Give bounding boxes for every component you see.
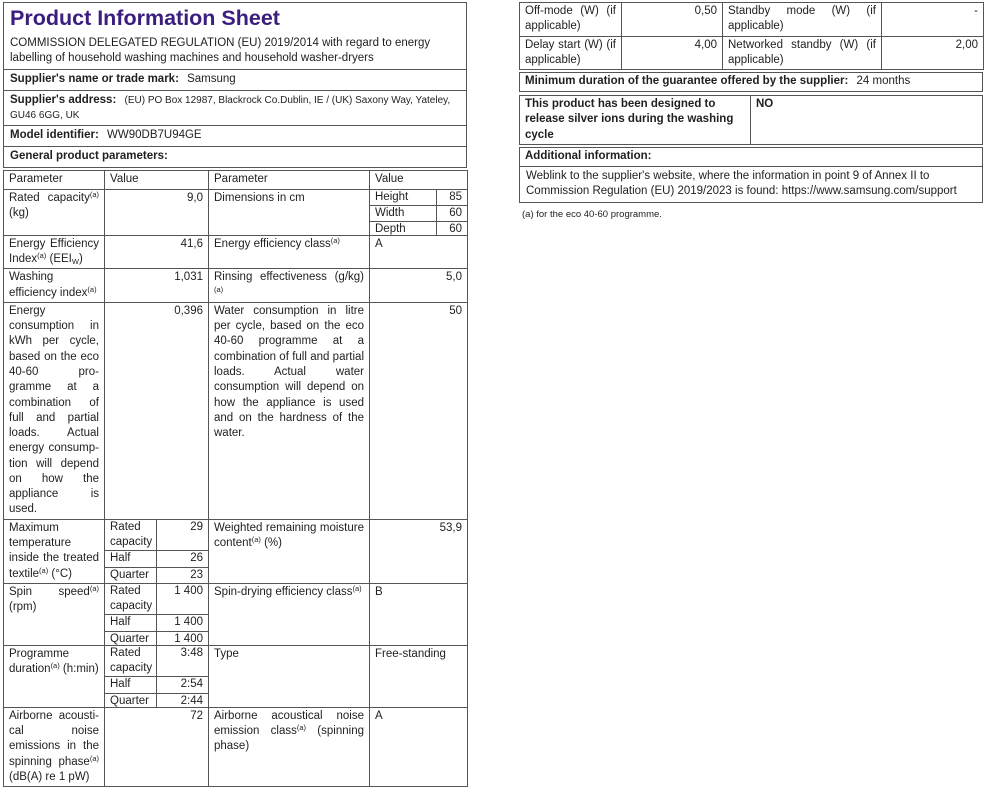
- table-row-airborne-noise: [4, 707, 468, 786]
- product-sheet-left-column: [3, 2, 467, 787]
- sub-row: [105, 551, 208, 567]
- value-cell: B: [370, 583, 468, 645]
- parameter-cell: Rated capacity$^{(a)}$ (kg): [4, 189, 105, 235]
- model-identifier-label: Model identifier:: [10, 129, 99, 142]
- supplier-address-value: (EU) PO Box 12987, Blackrock Co.Dublin, IE / (UK) Saxony Way, Yateley, GU46 6GG, UK: [10, 94, 451, 122]
- sub-row: [105, 646, 208, 677]
- sub-label-cell: Half: [105, 551, 156, 567]
- column-header-parameter-1: Parameter: [4, 171, 105, 189]
- sub-label-cell: Half: [105, 677, 156, 693]
- sub-row: [105, 567, 208, 583]
- guarantee-cell: [520, 73, 983, 92]
- sub-value-cell: 29: [156, 520, 208, 551]
- sub-label-cell: Width: [370, 205, 436, 221]
- value-cell: 41,6: [105, 235, 209, 269]
- weblink-row: [520, 166, 983, 202]
- guarantee-label: Minimum duration of the guarantee offered by the supplier:: [525, 75, 849, 88]
- column-header-value-1: Value: [105, 171, 209, 189]
- silver-ions-table: [519, 95, 983, 145]
- value-cell: 1,031: [105, 269, 209, 303]
- value-cell: 2,00: [882, 36, 984, 70]
- guarantee-table: [519, 72, 983, 92]
- sub-label-cell: Rated capacity: [105, 584, 156, 615]
- model-identifier-row: [4, 126, 467, 147]
- spin-speed-sub-table-cell: [105, 583, 209, 645]
- value-cell: 5,0: [370, 269, 468, 303]
- parameter-cell: Off-mode (W) (if applicable): [520, 3, 622, 37]
- sub-label-cell: Quarter: [105, 693, 156, 707]
- table-row-rated-capacity: [4, 189, 468, 235]
- value-cell: 72: [105, 707, 209, 786]
- duration-sub-table: [105, 646, 208, 708]
- silver-ions-label: This product has been designed to release silver ions during the washing cycle: [520, 96, 751, 145]
- additional-info-label: Additional information:: [520, 147, 983, 166]
- supplier-name-row: [4, 69, 467, 90]
- title-block: [4, 3, 467, 70]
- dimensions-sub-table: [370, 190, 467, 236]
- temperature-sub-table: [105, 520, 208, 584]
- supplier-address-label: Supplier's address:: [10, 93, 117, 106]
- general-parameters-table: [3, 170, 468, 787]
- sub-row: [105, 693, 208, 707]
- value-cell: 4,00: [622, 36, 723, 70]
- sub-value-cell: 1 400: [156, 615, 208, 631]
- supplier-address-row: [4, 90, 467, 126]
- footnote-text: (a) for the eco 40-60 programme.: [522, 208, 662, 220]
- sub-value-cell: 60: [449, 223, 462, 236]
- sub-row: [105, 520, 208, 551]
- spin-speed-sub-table: [105, 584, 208, 646]
- model-identifier-value: WW90DB7U94GE: [107, 129, 202, 142]
- sub-value-cell: 85: [436, 190, 467, 206]
- guarantee-row: [520, 73, 983, 92]
- additional-info-heading-row: [520, 147, 983, 166]
- sub-label-cell: Quarter: [105, 631, 156, 645]
- sub-row: [105, 584, 208, 615]
- value-cell: A: [370, 707, 468, 786]
- silver-ions-value: NO: [751, 96, 983, 145]
- sub-value-cell: 1 400: [156, 584, 208, 615]
- dimensions-sub-table-cell: [370, 189, 468, 235]
- weblink-text: Weblink to the supplier's website, where the information in point 9 of Annex II to Commission Regulation (EU) 2019/2023 is found: https://www.samsung.com/support: [520, 166, 983, 202]
- value-cell: 0,50: [622, 3, 723, 37]
- sub-label-cell: Half: [105, 615, 156, 631]
- sub-row: [105, 677, 208, 693]
- page-title: Product Information Sheet: [10, 6, 280, 30]
- value-cell: -: [882, 3, 984, 37]
- parameter-cell: Maximum temperature inside the treated textile$^{(a)}$ (°C): [4, 519, 105, 583]
- value-cell: Free-standing: [370, 645, 468, 707]
- parameter-cell: Airborne acoustical noise emissions in the spinning phase$^{(a)}$ (dB(A) re 1 pW): [4, 707, 105, 786]
- column-header-parameter-2: Parameter: [209, 171, 370, 189]
- sub-row: [370, 190, 467, 206]
- table-row-eei: [4, 235, 468, 269]
- parameter-cell: Programme duration$^{(a)}$ (h:min): [4, 645, 105, 707]
- product-sheet-right-column: [519, 2, 983, 221]
- silver-ions-row: [520, 96, 983, 145]
- sub-value-cell: 60: [436, 205, 467, 221]
- parameter-cell: Water consumption in litre per cycle, based on the eco 40-60 programme at a combination of full and partial loads. Actual water consumption will depend on how the appliance is used and on the hardness of the water.: [209, 302, 370, 519]
- value-cell: 50: [370, 302, 468, 519]
- supplier-name-label: Supplier's name or trade mark:: [10, 72, 179, 85]
- parameter-cell: Standby mode (W) (if applicable): [723, 3, 882, 37]
- column-header-value-2: Value: [370, 171, 468, 189]
- parameter-cell: Rinsing effectiveness $(g/kg)^{(a)}$: [209, 269, 370, 303]
- table-row-max-temperature: [4, 519, 468, 583]
- sub-value-cell: 3:48: [156, 646, 208, 677]
- sub-value-cell: 26: [156, 551, 208, 567]
- value-cell: 0,396: [105, 302, 209, 519]
- parameter-cell: Type: [209, 645, 370, 707]
- parameter-cell: Networked standby (W) (if applicable): [723, 36, 882, 70]
- table-row-spin-speed: [4, 583, 468, 645]
- parameter-cell: Energy Efficiency Index$^{(a)}$ $(EEI_W)$: [4, 235, 105, 269]
- general-parameters-heading: General product parameters:: [4, 147, 467, 168]
- parameter-cell: Weighted remaining moisture content$^{(a)}$ (%): [209, 519, 370, 583]
- parameter-cell: Energy efficiency class$^{(a)}$: [209, 235, 370, 269]
- parameter-cell: Delay start (W) (if applicable): [520, 36, 622, 70]
- table-row-washing-efficiency: [4, 269, 468, 303]
- sub-row: [370, 205, 467, 221]
- sub-row: [105, 615, 208, 631]
- parameter-cell: Airborne acoustical noise emission class$^{(a)}$ (spinning phase): [209, 707, 370, 786]
- sub-row: [105, 631, 208, 645]
- supplier-name-value: Samsung: [187, 72, 236, 85]
- sub-label-cell: Rated capacity: [105, 646, 156, 677]
- header-table: [3, 2, 467, 168]
- regulation-text: COMMISSION DELEGATED REGULATION (EU) 2019/2014 with regard to energy labelling of household washing machines and household washer-dryers: [10, 36, 431, 64]
- sub-label-cell: Quarter: [105, 567, 156, 583]
- table-row-delay-start: [520, 36, 984, 70]
- power-modes-table: [519, 2, 984, 70]
- parameter-cell: Washing efficiency index$^{(a)}$: [4, 269, 105, 303]
- sub-value-cell: 2:54: [156, 677, 208, 693]
- temperature-sub-table-cell: [105, 519, 209, 583]
- parameter-cell: Spin-drying efficiency class$^{(a)}$: [209, 583, 370, 645]
- sub-value-cell: 23: [190, 568, 203, 581]
- parameter-cell: Energy consumption in kWh per cycle, based on the eco 40-60 programme at a combination of full and partial loads. Actual energy consumption will depend on how the appliance is used.: [4, 302, 105, 519]
- guarantee-value: 24 months: [856, 75, 911, 88]
- value-cell: 9,0: [105, 189, 209, 235]
- sub-row: [370, 222, 467, 235]
- parameter-cell: Spin speed$^{(a)}$ (rpm): [4, 583, 105, 645]
- column-header-row: [4, 171, 468, 189]
- additional-info-table: [519, 147, 983, 203]
- sub-value-cell: 1 400: [174, 632, 203, 645]
- table-row-programme-duration: [4, 645, 468, 707]
- table-row-energy-consumption: [4, 302, 468, 519]
- parameter-cell: Dimensions in cm: [209, 189, 370, 235]
- duration-sub-table-cell: [105, 645, 209, 707]
- sub-label-cell: Depth: [370, 222, 436, 235]
- value-cell: A: [370, 235, 468, 269]
- value-cell: 53,9: [370, 519, 468, 583]
- sub-value-cell: 2:44: [180, 694, 203, 707]
- sub-label-cell: Height: [370, 190, 436, 206]
- sub-label-cell: Rated capacity: [105, 520, 156, 551]
- table-row-off-mode: [520, 3, 984, 37]
